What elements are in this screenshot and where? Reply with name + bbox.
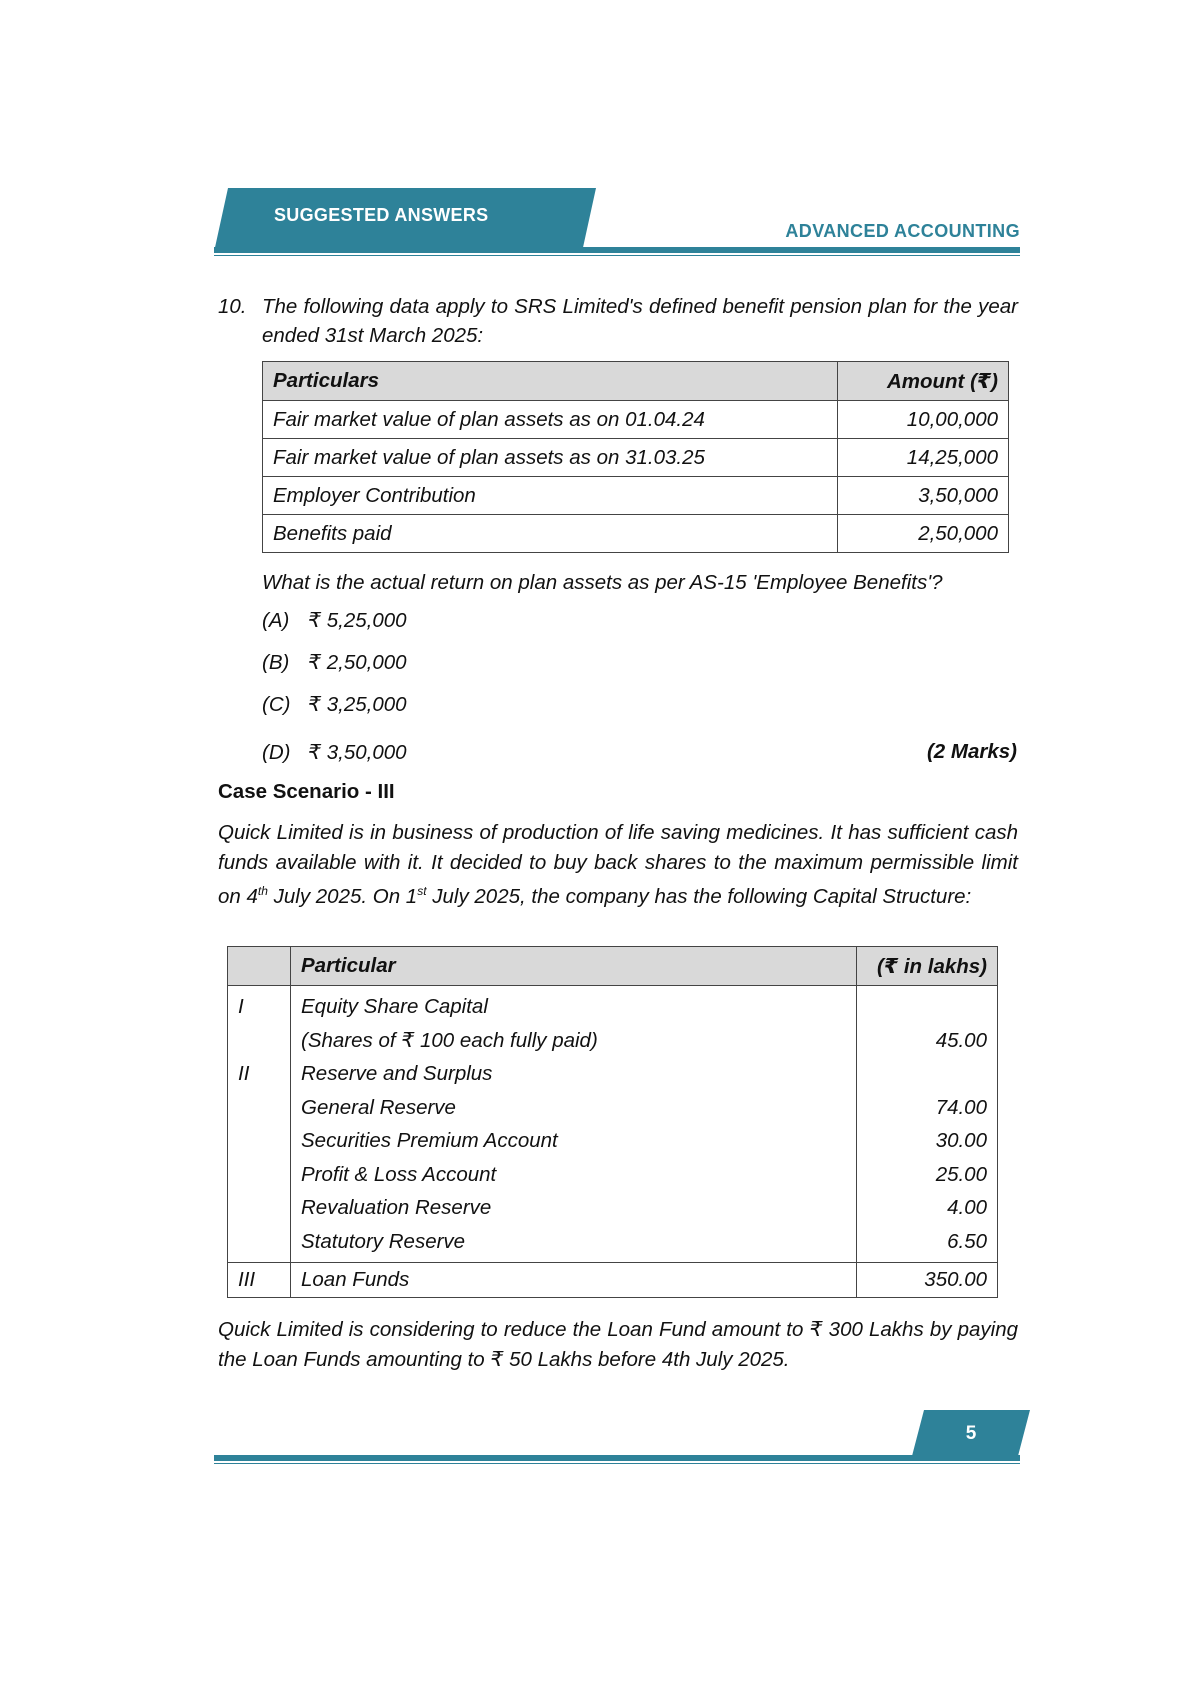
intro-part: Quick Limited is in business of production of life saving medicines. It has sufficient cash funds available with it. It decided to buy back shares to the maximum permissible limit on 4	[218, 821, 1018, 908]
row-label: Fair market value of plan assets as on 01.04.24	[263, 401, 838, 439]
row-value	[867, 1057, 987, 1091]
option-d	[262, 740, 407, 765]
table-row	[263, 439, 1009, 477]
row-label: (Shares of ₹ 100 each fully paid)	[301, 1028, 598, 1052]
row-value: 3,50,000	[838, 477, 1009, 515]
header-rule-thin	[214, 255, 1020, 256]
table-row	[263, 401, 1009, 439]
table-row	[228, 1057, 998, 1263]
option-label: (B)	[262, 651, 290, 674]
option-label: (A)	[262, 609, 290, 632]
question-prompt: What is the actual return on plan assets as per AS-15 'Employee Benefits'?	[262, 571, 943, 594]
intro-part: July 2025, the company has the following Capital Structure:	[426, 884, 972, 908]
row-label: Securities Premium Account	[301, 1129, 558, 1152]
superscript: th	[257, 884, 268, 898]
row-value: 2,50,000	[838, 515, 1009, 553]
option-value: ₹ 3,25,000	[308, 693, 407, 716]
row-label: Employer Contribution	[263, 477, 838, 515]
footer-rule	[214, 1455, 1020, 1461]
option-label: (C)	[262, 693, 291, 716]
option-value: ₹ 2,50,000	[308, 651, 407, 674]
section-number: I	[238, 995, 244, 1018]
question-text: The following data apply to SRS Limited's defined benefit pension plan for the year ended 31st March 2025:	[262, 295, 1018, 347]
case-closing: Quick Limited is considering to reduce the Loan Fund amount to ₹ 300 Lakhs by paying the Loan Funds amounting to ₹ 50 Lakhs before 4th July 2025.	[218, 1318, 1018, 1371]
col-number	[228, 947, 291, 986]
option-c	[262, 692, 407, 717]
row-value: 4.00	[947, 1196, 987, 1219]
superscript: st	[417, 884, 427, 898]
header-rule	[214, 247, 1020, 253]
intro-part: July 2025. On 1	[267, 884, 418, 908]
row-label: Profit & Loss Account	[301, 1162, 497, 1186]
table-row	[263, 477, 1009, 515]
table-row	[263, 515, 1009, 553]
footer-rule-thin	[214, 1463, 1020, 1464]
col-amount: (₹ in lakhs)	[857, 947, 998, 986]
row-label: Revaluation Reserve	[301, 1196, 492, 1219]
table-header-row	[228, 947, 998, 986]
row-label: General Reserve	[301, 1095, 456, 1119]
option-b	[262, 650, 407, 675]
row-value: 25.00	[935, 1162, 987, 1186]
row-value: 350.00	[924, 1268, 987, 1291]
table-row	[228, 1263, 998, 1298]
section-number: II	[238, 1062, 250, 1085]
row-label: Fair market value of plan assets as on 31.03.25	[263, 439, 838, 477]
option-a	[262, 608, 407, 633]
capital-structure-table	[227, 946, 998, 1298]
row-value: 74.00	[935, 1095, 987, 1119]
row-value: 14,25,000	[838, 439, 1009, 477]
row-value	[867, 990, 987, 1024]
row-label: Loan Funds	[301, 1268, 410, 1291]
row-value: 30.00	[935, 1129, 987, 1152]
header-subject: ADVANCED ACCOUNTING	[785, 221, 1020, 241]
table-header-row	[263, 362, 1009, 401]
question-10	[218, 292, 1018, 350]
case-title: Case Scenario - III	[218, 780, 395, 803]
question-number: 10.	[218, 295, 247, 318]
marks: (2 Marks)	[926, 740, 1017, 763]
option-label: (D)	[262, 741, 291, 764]
row-label: Reserve and Surplus	[301, 1062, 493, 1085]
option-value: ₹ 3,50,000	[308, 741, 407, 764]
section-number: III	[238, 1268, 256, 1291]
col-amount: Amount (₹)	[838, 362, 1009, 401]
row-value: 10,00,000	[838, 401, 1009, 439]
option-value: ₹ 5,25,000	[308, 609, 407, 632]
row-label: Benefits paid	[263, 515, 838, 553]
table-row	[228, 986, 998, 1058]
case-intro	[218, 818, 1018, 911]
plan-assets-table	[262, 361, 1009, 553]
row-label: Equity Share Capital	[301, 995, 488, 1018]
row-value: 45.00	[935, 1028, 987, 1052]
row-label: Statutory Reserve	[301, 1229, 466, 1253]
page-number: 5	[965, 1423, 977, 1444]
row-value: 6.50	[947, 1229, 987, 1253]
col-particular: Particular	[291, 947, 857, 986]
col-particulars: Particulars	[263, 362, 838, 401]
header-tab-label: SUGGESTED ANSWERS	[274, 205, 489, 225]
